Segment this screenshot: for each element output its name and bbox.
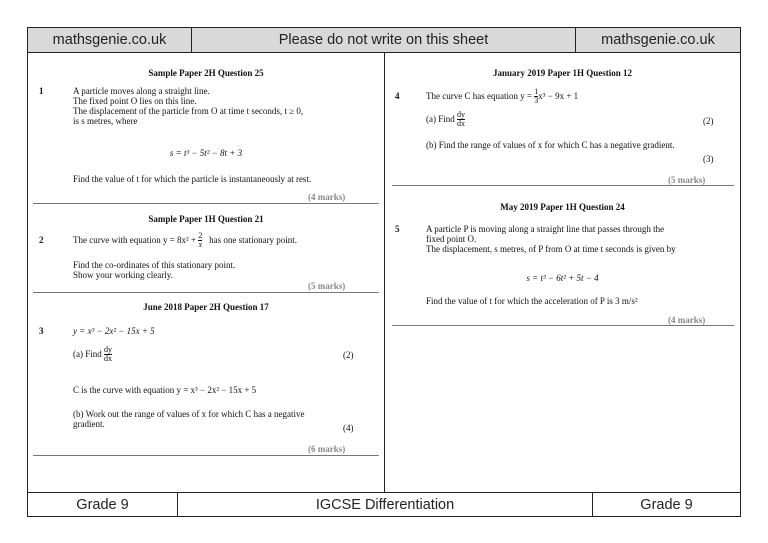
q4-frac-den-a: dx [457, 119, 465, 129]
q2-line-1: Find the co-ordinates of this stationary point. [73, 260, 236, 270]
q3-marks: (6 marks) [308, 444, 346, 454]
q5-equation: s = t³ − 6t² + 5t − 4 [526, 273, 599, 283]
q2-line-2: Show your working clearly. [73, 270, 173, 280]
footer-bar [28, 492, 740, 516]
footer-grade-left: Grade 9 [28, 493, 178, 516]
q1-separator [33, 203, 379, 204]
q2-separator [33, 292, 379, 293]
q1-line-4: is s metres, where [73, 116, 138, 126]
header-bar [28, 28, 740, 53]
q4-frac-num: 1 [534, 87, 539, 97]
q4-part-b: (b) Find the range of values of x for which C has a negative gradient. [426, 140, 675, 150]
q4-part-b-marks: (3) [703, 154, 714, 164]
q1-line-2: The fixed point O lies on this line. [73, 96, 197, 106]
footer-grade-right: Grade 9 [640, 496, 693, 513]
q4-part-a-label: (a) Find [426, 114, 455, 124]
q4-marks: (5 marks) [668, 175, 706, 185]
worksheet [27, 27, 741, 517]
q5-marks: (4 marks) [668, 315, 706, 325]
q2-stem-after: has one stationary point. [209, 235, 298, 245]
q5-line-1: A particle P is moving along a straight line that passes through the [426, 224, 665, 234]
q3-frac-num: dy [104, 345, 112, 355]
q4-frac-num-a: dy [457, 110, 465, 120]
q4-derivative-fraction [457, 111, 465, 128]
q5-line-2: fixed point O. [426, 234, 477, 244]
q3-equation: y = x³ − 2x² − 15x + 5 [73, 326, 155, 336]
q3-separator [33, 455, 379, 456]
q2-fraction [198, 232, 202, 249]
q3-curve-line: C is the curve with equation y = x³ − 2x² − 15x + 5 [73, 385, 257, 395]
q4-stem-after: x³ − 9x + 1 [538, 91, 579, 101]
q2-number: 2 [39, 235, 44, 245]
q1-title: Sample Paper 2H Question 25 [148, 68, 264, 78]
q4-part-a-marks: (2) [703, 116, 714, 126]
header-right-site: mathsgenie.co.uk [601, 32, 715, 48]
q2-stem-before: The curve with equation y = 8x² + [73, 235, 199, 245]
q3-derivative-fraction [104, 346, 112, 363]
q3-number: 3 [39, 326, 44, 336]
header-left-site: mathsgenie.co.uk [28, 28, 192, 52]
q2-frac-den: x [198, 240, 203, 250]
q4-stem [426, 85, 578, 107]
q5-title: May 2019 Paper 1H Question 24 [500, 202, 625, 212]
q5-number: 5 [395, 224, 400, 234]
q5-separator [392, 325, 734, 326]
q3-part-a-marks: (2) [343, 350, 354, 360]
q1-line-1: A particle moves along a straight line. [73, 86, 210, 96]
header-notice: Please do not write on this sheet [192, 28, 576, 52]
q3-part-a-label: (a) Find [73, 349, 102, 359]
q1-number: 1 [39, 86, 44, 96]
q2-stem [73, 229, 297, 251]
q4-title: January 2019 Paper 1H Question 12 [492, 68, 633, 78]
q2-marks: (5 marks) [308, 281, 346, 291]
footer-topic: IGCSE Differentiation [178, 493, 593, 516]
q5-line-3: The displacement, s metres, of P from O at time t seconds is given by [426, 244, 676, 254]
q3-part-a [73, 343, 112, 365]
q2-frac-num: 2 [198, 231, 203, 241]
q4-frac-den: 3 [534, 96, 539, 106]
q2-title: Sample Paper 1H Question 21 [148, 214, 264, 224]
q5-task: Find the value of t for which the acceleration of P is 3 m/s² [426, 296, 638, 306]
q4-separator [392, 185, 734, 186]
q3-part-b-line-1: (b) Work out the range of values of x for which C has a negative [73, 409, 305, 419]
q3-frac-den: dx [104, 354, 112, 364]
q3-part-b-marks: (4) [343, 423, 354, 433]
q1-marks: (4 marks) [308, 192, 346, 202]
q1-task: Find the value of t for which the particle is instantaneously at rest. [73, 174, 312, 184]
q3-title: June 2018 Paper 2H Question 17 [143, 302, 269, 312]
q4-stem-before: The curve C has equation y = [426, 91, 533, 101]
q1-line-3: The displacement of the particle from O at time t seconds, t ≥ 0, [73, 106, 304, 116]
q3-part-b-line-2: gradient. [73, 419, 105, 429]
q4-part-a [426, 108, 465, 130]
q1-equation: s = t³ − 5t² − 8t + 3 [169, 148, 243, 158]
q4-number: 4 [395, 91, 400, 101]
